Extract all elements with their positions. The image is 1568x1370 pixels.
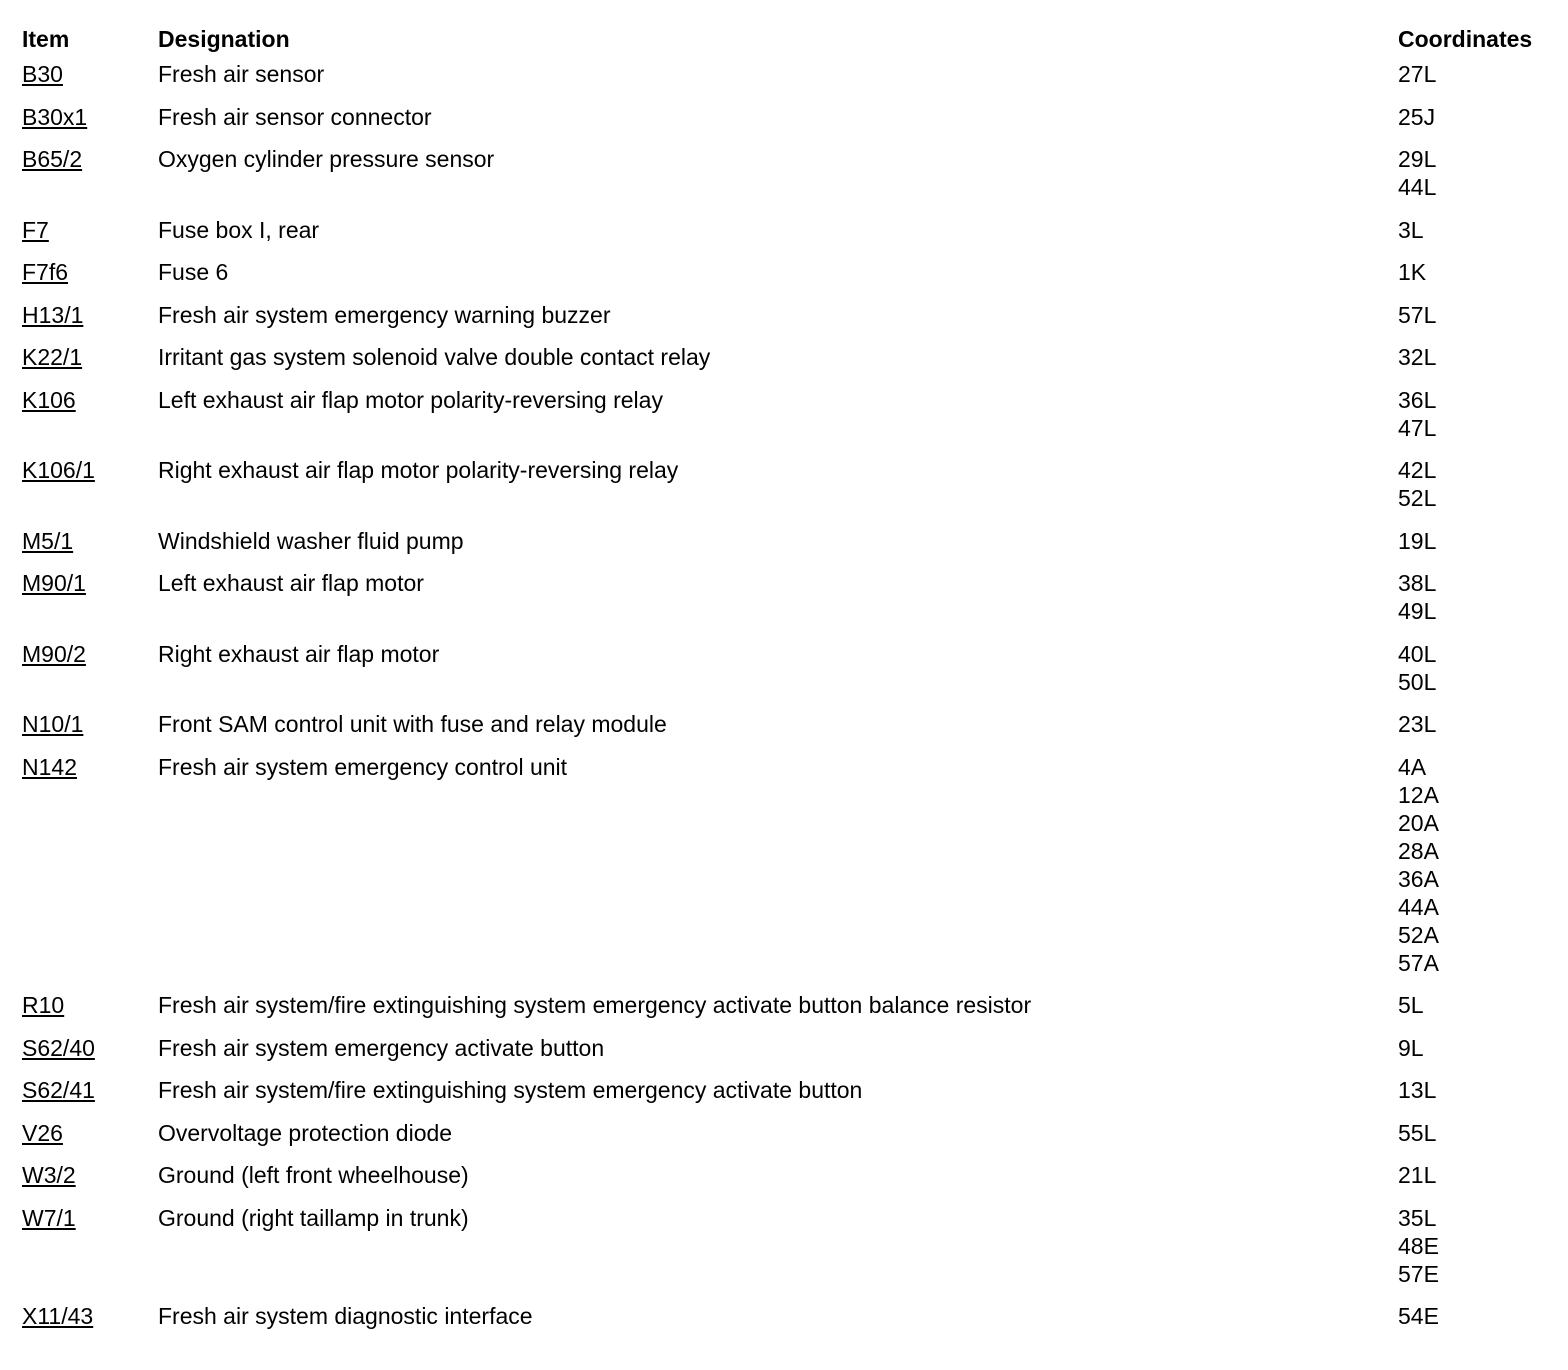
item-link[interactable]: N142 [22, 753, 77, 780]
coordinate-value: 54E [1398, 1303, 1439, 1329]
item-link[interactable]: S62/40 [22, 1034, 95, 1061]
coordinates-cell [1398, 216, 1562, 259]
coordinate-value: 29L [1398, 146, 1437, 172]
designation-cell: Left exhaust air flap motor polarity-reversing relay [158, 386, 663, 413]
coordinates-cell [1398, 343, 1562, 386]
item-cell [22, 103, 158, 146]
table-row [22, 569, 1562, 640]
item-link[interactable]: M90/1 [22, 570, 86, 596]
coordinate-value: 40L [1398, 640, 1437, 667]
item-link[interactable]: K106 [22, 386, 76, 413]
coordinate-value: 57E [1398, 1260, 1439, 1287]
coordinates-cell [1398, 386, 1562, 457]
item-cell [22, 1302, 158, 1345]
coordinate-value: 4A [1398, 753, 1427, 780]
coordinates-cell [1398, 527, 1562, 570]
table-row [22, 527, 1562, 570]
table-row [22, 640, 1562, 711]
item-link[interactable]: B65/2 [22, 146, 83, 172]
coordinate-value: 52L [1398, 485, 1437, 511]
item-link[interactable]: K22/1 [22, 344, 83, 370]
coordinates-cell [1398, 1204, 1562, 1303]
coordinate-value: 21L [1398, 1162, 1437, 1188]
coordinates-cell [1398, 103, 1562, 146]
designation-cell: Fresh air system emergency activate button [158, 1034, 605, 1061]
coordinate-value: 47L [1398, 414, 1437, 441]
coordinate-value: 12A [1398, 781, 1439, 808]
item-link[interactable]: F7 [22, 216, 49, 243]
designation-cell: Ground (right taillamp in trunk) [158, 1204, 469, 1231]
component-legend-table [22, 24, 1562, 1345]
coordinate-value: 25J [1398, 103, 1436, 130]
item-cell [22, 640, 158, 711]
table-row [22, 216, 1562, 259]
coordinates-cell [1398, 258, 1562, 301]
coordinate-value: 32L [1398, 344, 1437, 370]
item-link[interactable]: N10/1 [22, 711, 84, 737]
coordinate-value: 36A [1398, 865, 1439, 892]
designation-cell: Oxygen cylinder pressure sensor [158, 146, 495, 172]
item-link[interactable]: V26 [22, 1119, 63, 1146]
designation-cell: Fuse box I, rear [158, 216, 320, 243]
designation-cell: Overvoltage protection diode [158, 1119, 453, 1146]
coordinate-value: 50L [1398, 668, 1437, 695]
header-row [22, 24, 1562, 60]
item-link[interactable]: M5/1 [22, 527, 74, 554]
table-row [22, 1034, 1562, 1077]
coordinates-cell [1398, 569, 1562, 640]
coordinate-value: 3L [1398, 216, 1424, 243]
item-cell [22, 145, 158, 216]
coordinate-value: 52A [1398, 921, 1439, 948]
coordinate-value: 9L [1398, 1034, 1424, 1061]
item-cell [22, 1161, 158, 1204]
item-cell [22, 527, 158, 570]
table-row [22, 1076, 1562, 1119]
table-row [22, 1302, 1562, 1345]
table-header [22, 24, 1562, 60]
designation-cell: Fresh air system diagnostic interface [158, 1303, 533, 1329]
coordinates-cell [1398, 991, 1562, 1034]
table-row [22, 145, 1562, 216]
designation-cell: Fresh air system emergency control unit [158, 753, 568, 780]
coordinates-cell [1398, 301, 1562, 344]
item-link[interactable]: B30x1 [22, 103, 88, 130]
designation-cell: Fuse 6 [158, 259, 229, 285]
coordinate-value: 57L [1398, 301, 1437, 328]
table-row [22, 343, 1562, 386]
coordinate-value: 36L [1398, 386, 1437, 413]
header-item: Item [22, 26, 70, 52]
coordinate-value: 35L [1398, 1204, 1437, 1231]
coordinates-cell [1398, 1161, 1562, 1204]
coordinates-cell [1398, 640, 1562, 711]
table-row [22, 710, 1562, 753]
item-cell [22, 258, 158, 301]
header-coordinates: Coordinates [1398, 26, 1533, 52]
coordinate-value: 27L [1398, 61, 1437, 87]
item-link[interactable]: X11/43 [22, 1303, 94, 1329]
designation-cell: Windshield washer fluid pump [158, 527, 464, 554]
designation-cell: Fresh air system emergency warning buzzer [158, 301, 611, 328]
table-row [22, 258, 1562, 301]
coordinate-value: 19L [1398, 527, 1437, 554]
item-link[interactable]: K106/1 [22, 457, 95, 483]
table-row [22, 1204, 1562, 1303]
item-cell [22, 60, 158, 103]
item-link[interactable]: H13/1 [22, 301, 84, 328]
item-link[interactable]: F7f6 [22, 259, 69, 285]
coordinate-value: 49L [1398, 598, 1437, 624]
designation-cell: Right exhaust air flap motor polarity-reversing relay [158, 457, 679, 483]
item-cell [22, 1204, 158, 1303]
item-cell [22, 1034, 158, 1077]
item-cell [22, 569, 158, 640]
designation-cell: Fresh air system/fire extinguishing system emergency activate button balance resistor [158, 992, 1032, 1018]
item-cell [22, 710, 158, 753]
coordinate-value: 38L [1398, 570, 1437, 596]
coordinate-value: 44A [1398, 893, 1439, 920]
coordinate-value: 1K [1398, 259, 1427, 285]
item-cell [22, 456, 158, 527]
item-link[interactable]: M90/2 [22, 640, 86, 667]
item-cell [22, 753, 158, 992]
coordinate-value: 55L [1398, 1119, 1437, 1146]
designation-cell: Left exhaust air flap motor [158, 570, 424, 596]
designation-cell: Fresh air sensor [158, 61, 325, 87]
coordinates-cell [1398, 1076, 1562, 1119]
designation-cell: Front SAM control unit with fuse and relay module [158, 711, 667, 737]
coordinate-value: 44L [1398, 174, 1437, 200]
coordinates-cell [1398, 1119, 1562, 1162]
coordinate-value: 5L [1398, 992, 1424, 1018]
coordinate-value: 48E [1398, 1232, 1439, 1259]
coordinate-value: 13L [1398, 1077, 1437, 1103]
item-cell [22, 991, 158, 1034]
header-designation: Designation [158, 26, 290, 52]
designation-cell: Fresh air system/fire extinguishing system emergency activate button [158, 1077, 863, 1103]
item-cell [22, 386, 158, 457]
table-row [22, 1119, 1562, 1162]
coordinate-value: 57A [1398, 949, 1439, 976]
coordinate-value: 20A [1398, 809, 1439, 836]
designation-cell: Ground (left front wheelhouse) [158, 1162, 469, 1188]
coordinate-value: 23L [1398, 711, 1437, 737]
coordinates-cell [1398, 1034, 1562, 1077]
designation-cell: Fresh air sensor connector [158, 103, 432, 130]
coordinates-cell [1398, 456, 1562, 527]
item-cell [22, 343, 158, 386]
table-row [22, 991, 1562, 1034]
table-row [22, 753, 1562, 992]
item-cell [22, 1076, 158, 1119]
coordinates-cell [1398, 145, 1562, 216]
table-row [22, 301, 1562, 344]
designation-cell: Irritant gas system solenoid valve double contact relay [158, 344, 711, 370]
item-link[interactable]: S62/41 [22, 1077, 95, 1103]
item-cell [22, 301, 158, 344]
coordinates-cell [1398, 60, 1562, 103]
coordinate-value: 28A [1398, 837, 1439, 864]
item-link[interactable]: R10 [22, 992, 65, 1018]
table-row [22, 103, 1562, 146]
table-row [22, 456, 1562, 527]
coordinates-cell [1398, 1302, 1562, 1345]
designation-cell: Right exhaust air flap motor [158, 640, 440, 667]
coordinate-value: 42L [1398, 457, 1437, 483]
table-body [22, 60, 1562, 1345]
table-row [22, 60, 1562, 103]
table-row [22, 1161, 1562, 1204]
item-cell [22, 216, 158, 259]
item-cell [22, 1119, 158, 1162]
item-link[interactable]: W3/2 [22, 1162, 76, 1188]
item-link[interactable]: W7/1 [22, 1204, 76, 1231]
coordinates-cell [1398, 710, 1562, 753]
coordinates-cell [1398, 753, 1562, 992]
item-link[interactable]: B30 [22, 61, 63, 87]
table-row [22, 386, 1562, 457]
